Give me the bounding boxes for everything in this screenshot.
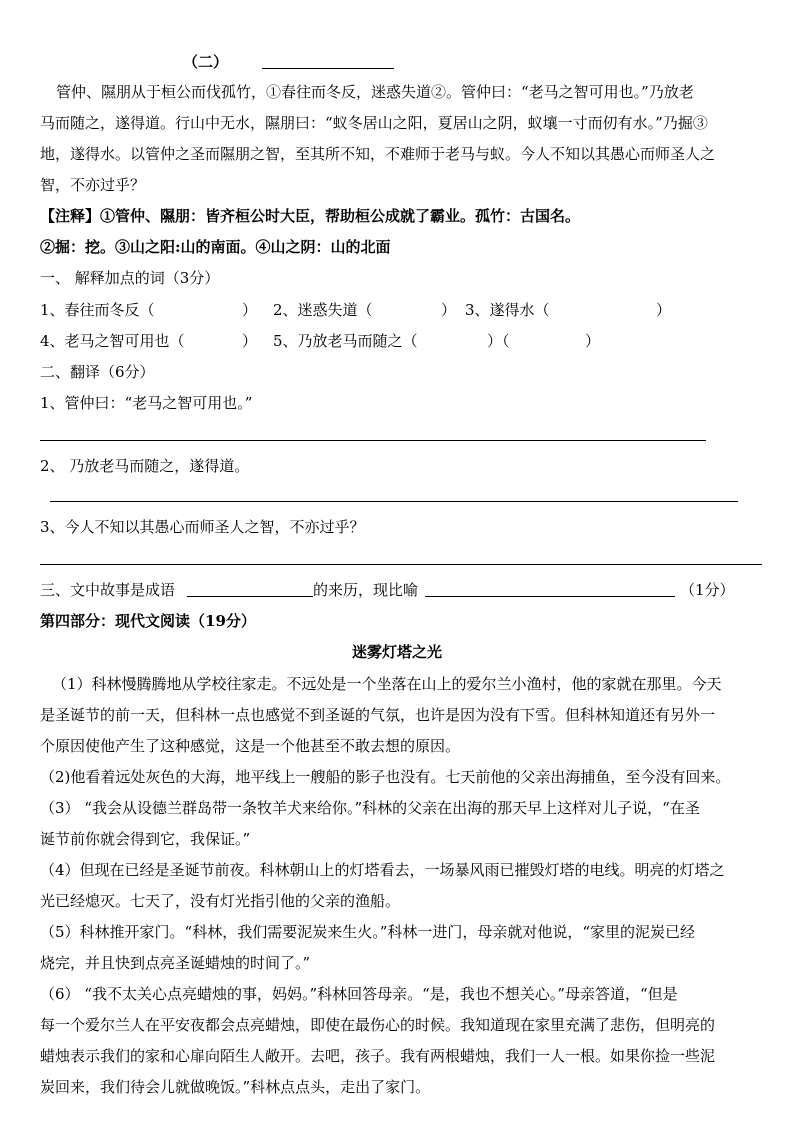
q2-item-2: 2、 乃放老马而随之，遂得道。 [40, 457, 250, 475]
q1-item-4-label: 4、老马之智可用也（ [40, 332, 185, 350]
q1-item-5-label: 5、乃放老马而随之（ [273, 332, 418, 350]
q1-item-1-label: 1、春往而冬反（ [40, 301, 155, 319]
q2-item-3: 3、今人不知以其愚心而师圣人之智，不亦过乎？ [40, 518, 365, 536]
answer-line[interactable] [40, 564, 762, 565]
question-1-heading: 一、 解释加点的词（3分） [40, 269, 220, 287]
story-line: （4）但现在已经是圣诞节前夜。科林朝山上的灯塔看去，一场暴风雨已摧毁灯塔的电线。明亮的灯塔之 [40, 861, 725, 879]
story-line: 个原因使他产生了这种感觉，这是一个他甚至不敢去想的原因。 [40, 737, 461, 755]
q1-item-3-label: 3、遂得水（ [465, 301, 550, 319]
section-title-blank[interactable] [262, 68, 394, 69]
answer-line[interactable] [40, 440, 706, 441]
story-line: 每一个爱尔兰人在平安夜都会点亮蜡烛，即使在最伤心的时候。我知道现在家里充满了悲伤，但明亮的 [40, 1016, 716, 1034]
story-line: 炭回来，我们待会儿就做晚饭。”科林点点头，走出了家门。 [40, 1078, 431, 1096]
story-line: （6） “我不太关心点亮蜡烛的事，妈妈。”科林回答母亲。“是，我也不想关心。”母亲答道，“但是 [40, 985, 678, 1003]
passage-line: 管仲、隰朋从于桓公而伐孤竹，①春往而冬反，迷惑失道②。管仲曰：“老马之智可用也。”乃放老 [56, 83, 694, 101]
story-line: 是圣诞节的前一天，但科林一点也感觉不到圣诞的气氛，也许是因为没有下雪。但科林知道还有另外一 [40, 706, 716, 724]
story-title: 迷雾灯塔之光 [351, 643, 442, 661]
q3-score: （1分） [680, 581, 735, 599]
q3-idiom-blank[interactable] [187, 596, 313, 597]
section-header [183, 52, 228, 72]
q1-item-2-close: ） [441, 301, 457, 319]
q3-prefix: 三、文中故事是成语 [40, 581, 176, 599]
story-line: 诞节前你就会得到它，我保证。” [40, 830, 251, 848]
story-line: （2)他看着远处灰色的大海，地平线上一艘船的影子也没有。七天前他的父亲出海捕鱼，至今没有回来。 [40, 768, 731, 786]
q1-item-3-close: ） [656, 301, 672, 319]
story-line: 光已经熄灭。七天了，没有灯光指引他的父亲的渔船。 [40, 892, 401, 910]
q3-middle: 的来历，现比喻 [313, 581, 419, 599]
story-line: （3） “我会从设德兰群岛带一条牧羊犬来给你。”科林的父亲在出海的那天早上这样对儿子说，“在圣 [40, 799, 700, 817]
q1-item-5-middle: ）（ [487, 332, 510, 350]
story-line: （5）科林推开家门。“科林，我们需要泥炭来生火。”科林一进门，母亲就对他说，“家里的泥炭已经 [40, 923, 696, 941]
story-line: 烧完，并且快到点亮圣诞蜡烛的时间了。” [40, 954, 311, 972]
passage-line: 地，遂得水。以管仲之圣而隰朋之智，至其所不知，不难师于老马与蚁。今人不知以其愚心而师圣人之 [40, 145, 716, 163]
passage-line: 马而随之，遂得道。行山中无水，隰朋曰：“蚁冬居山之阳，夏居山之阴，蚁壤一寸而仞有水。”乃掘③ [40, 114, 708, 132]
q3-meaning-blank[interactable] [425, 596, 675, 597]
story-line: （1）科林慢腾腾地从学校往家走。不远处是一个坐落在山上的爱尔兰小渔村，他的家就在那里。今天 [52, 675, 722, 693]
notes-line: 【注释】①管仲、隰朋：皆齐桓公时大臣，帮助桓公成就了霸业。孤竹：古国名。 [40, 207, 581, 225]
passage-line: 智，不亦过乎？ [40, 176, 146, 194]
q1-item-4-close: ） [242, 332, 258, 350]
notes-line: ②掘：挖。③山之阳:山的南面。④山之阴：山的北面 [40, 238, 391, 256]
section-number: （二） [183, 53, 229, 71]
q1-item-5-close: ） [585, 332, 601, 350]
part-4-heading: 第四部分：现代文阅读（19分） [40, 612, 256, 630]
q1-item-1-close: ） [242, 301, 258, 319]
story-line: 蜡烛表示我们的家和心扉向陌生人敞开。去吧，孩子。我有两根蜡烛，我们一人一根。如果你捡一些泥 [40, 1047, 716, 1065]
q2-item-1: 1、管仲曰：“老马之智可用也。” [40, 394, 253, 412]
q1-item-2-label: 2、迷惑失道（ [273, 301, 373, 319]
question-2-heading: 二、翻译（6分） [40, 363, 155, 381]
answer-line[interactable] [50, 501, 738, 502]
